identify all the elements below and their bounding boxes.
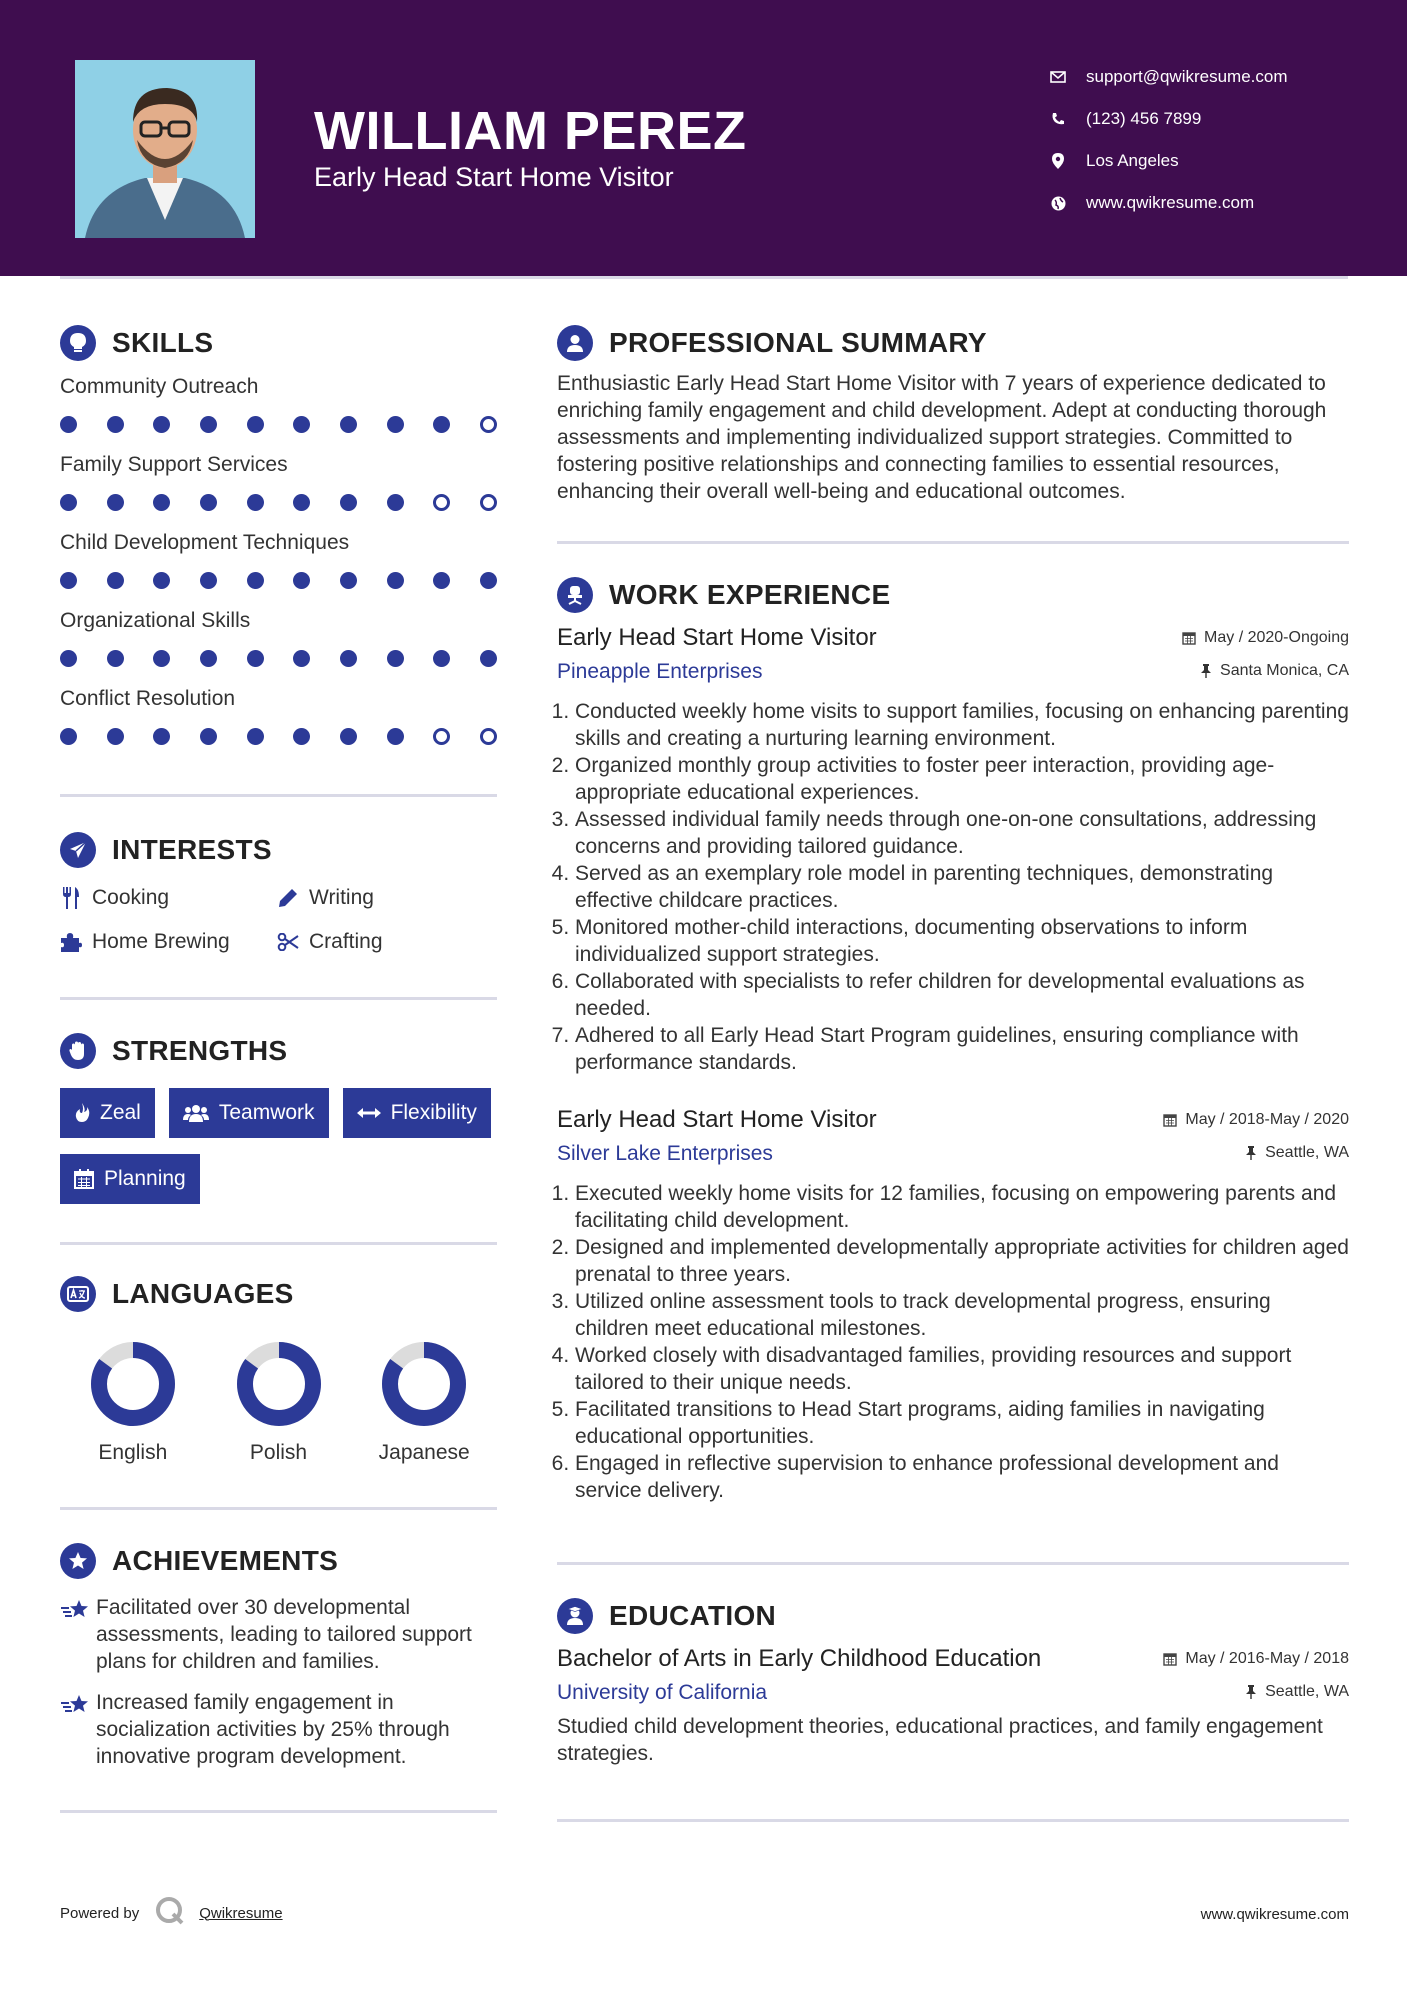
language-label: Japanese: [378, 1441, 470, 1464]
rating-dot-filled: [340, 416, 357, 433]
section-divider: [60, 997, 497, 1000]
graduate-icon: [557, 1598, 593, 1634]
office-chair-icon: [557, 577, 593, 613]
language-item: [351, 1341, 497, 1465]
rating-dot-filled: [153, 416, 170, 433]
star-badge-icon: [60, 1543, 96, 1579]
skill-rating: [60, 480, 497, 524]
strength-chip: [60, 1088, 155, 1138]
rating-dot-filled: [247, 650, 264, 667]
responsibility-item: 5. Monitored mother-child interactions, documenting observations to inform individualized support strategies.: [575, 914, 1349, 968]
company-name: Silver Lake Enterprises: [557, 1142, 773, 1165]
rating-dot-filled: [60, 650, 77, 667]
responsibility-item: 5. Facilitated transitions to Head Start programs, aiding families in navigating educational opportunities.: [575, 1396, 1349, 1450]
users-icon: [183, 1104, 209, 1122]
responsibility-item: 7. Adhered to all Early Head Start Program guidelines, ensuring compliance with performance standards.: [575, 1022, 1349, 1076]
skill-item: [60, 372, 497, 446]
skill-rating: [60, 636, 497, 680]
rating-dot-filled: [60, 416, 77, 433]
job-header: [557, 1106, 1349, 1134]
rating-dot-filled: [153, 572, 170, 589]
responsibility-item: 4. Served as an exemplary role model in parenting techniques, demonstrating effective childcare practices.: [575, 860, 1349, 914]
responsibility-item: 3. Utilized online assessment tools to track developmental progress, ensuring children meet educational milestones.: [575, 1288, 1349, 1342]
education-location: [1245, 1683, 1349, 1701]
language-item: [60, 1341, 206, 1465]
rating-dot-filled: [247, 416, 264, 433]
strength-label: Planning: [104, 1167, 186, 1190]
rating-dot-filled: [433, 416, 450, 433]
skill-rating: [60, 558, 497, 602]
contact-email-text: support@qwikresume.com: [1086, 67, 1288, 86]
skill-item: [60, 450, 497, 524]
brand-link[interactable]: Qwikresume: [199, 1904, 283, 1922]
rating-dot-filled: [340, 572, 357, 589]
rating-dot-filled: [60, 494, 77, 511]
skill-item: [60, 528, 497, 602]
strength-label: Flexibility: [390, 1101, 477, 1124]
contact-website-text: www.qwikresume.com: [1086, 193, 1255, 212]
globe-icon: [1048, 193, 1068, 213]
rating-dot-filled: [247, 494, 264, 511]
skill-name: Conflict Resolution: [60, 687, 236, 710]
phone-icon: [1048, 109, 1068, 129]
job-header: [557, 624, 1349, 652]
summary-title: PROFESSIONAL SUMMARY: [609, 327, 987, 358]
job-location: [1245, 1144, 1349, 1162]
skill-item: [60, 606, 497, 680]
powered-by-label: Powered by: [60, 1904, 140, 1922]
strength-chip: [60, 1154, 200, 1204]
section-divider: [557, 541, 1349, 544]
section-divider: [60, 794, 497, 797]
rating-dot-filled: [60, 572, 77, 589]
rating-dot-filled: [340, 650, 357, 667]
education-dates-text: May / 2016-May / 2018: [1185, 1650, 1349, 1667]
section-divider: [60, 1810, 497, 1813]
rating-dot-filled: [200, 572, 217, 589]
rating-dot-empty: [433, 728, 450, 745]
header-divider: [60, 276, 1348, 279]
responsibility-item: 2. Designed and implemented developmentally appropriate activities for children aged prenatal to three years.: [575, 1234, 1349, 1288]
pencil-icon: [277, 888, 299, 908]
rating-dot-filled: [340, 494, 357, 511]
language-label: English: [98, 1441, 168, 1464]
rating-dot-filled: [293, 650, 310, 667]
job-dates: [1163, 1111, 1349, 1129]
responsibility-item: 4. Worked closely with disadvantaged families, providing resources and support tailored to their unique needs.: [575, 1342, 1349, 1396]
puzzle-icon: [60, 932, 82, 952]
education-subheader: [557, 1681, 1349, 1705]
contact-location-text: Los Angeles: [1086, 151, 1179, 170]
contact-list: [1048, 56, 1378, 224]
interest-item: [60, 925, 277, 959]
education-dates: [1163, 1650, 1349, 1668]
candidate-name: WILLIAM PEREZ: [314, 101, 747, 161]
contact-phone[interactable]: [1048, 98, 1378, 140]
strength-chip: [169, 1088, 329, 1138]
section-divider: [557, 1819, 1349, 1822]
rating-dot-filled: [153, 494, 170, 511]
language-proficiency-ring: [236, 1341, 322, 1427]
achievement-text: Facilitated over 30 developmental assessments, leading to tailored support plans for children and families.: [96, 1596, 472, 1673]
rating-dot-filled: [433, 650, 450, 667]
rating-dot-filled: [200, 494, 217, 511]
rating-dot-filled: [387, 650, 404, 667]
strength-label: Zeal: [100, 1101, 141, 1124]
rating-dot-filled: [107, 416, 124, 433]
job-location-text: Seattle, WA: [1265, 1144, 1349, 1161]
rating-dot-filled: [107, 650, 124, 667]
skill-item: [60, 684, 497, 758]
fire-icon: [74, 1103, 90, 1123]
rating-dot-filled: [200, 416, 217, 433]
rating-dot-filled: [107, 728, 124, 745]
rating-dot-filled: [387, 416, 404, 433]
languages-title: LANGUAGES: [112, 1278, 294, 1309]
contact-location: [1048, 140, 1378, 182]
calendar-icon: [1163, 1652, 1177, 1666]
rating-dot-filled: [247, 728, 264, 745]
skill-name: Child Development Techniques: [60, 531, 350, 554]
shooting-star-icon: [60, 1689, 96, 1770]
rating-dot-filled: [387, 494, 404, 511]
profile-photo: [75, 60, 255, 238]
language-icon: [60, 1276, 96, 1312]
company-name: Pineapple Enterprises: [557, 660, 763, 683]
job-responsibilities: [557, 698, 1349, 1076]
language-item: [206, 1341, 352, 1465]
skill-rating: [60, 402, 497, 446]
summary-text: Enthusiastic Early Head Start Home Visitor with 7 years of experience dedicated to enriching family engagement and child development. Adept at conducting thorough assessments and implementing individualized support strategies. Committed to fostering positive relationships and connecting families to essential resources, enhancing their overall well-being and educational outcomes.: [557, 372, 1327, 503]
interests-list: [60, 881, 497, 959]
rating-dot-filled: [387, 728, 404, 745]
interest-item: [277, 925, 497, 959]
rating-dot-empty: [480, 416, 497, 433]
job-subheader: [557, 1142, 1349, 1166]
rating-dot-filled: [200, 650, 217, 667]
rating-dot-filled: [387, 572, 404, 589]
interest-label: Home Brewing: [92, 930, 230, 953]
job-responsibilities: [557, 1180, 1349, 1504]
lightbulb-icon: [60, 325, 96, 361]
section-divider: [60, 1507, 497, 1510]
language-proficiency-ring: [381, 1341, 467, 1427]
rating-dot-filled: [293, 728, 310, 745]
calendar-icon: [74, 1169, 94, 1189]
rating-dot-filled: [247, 572, 264, 589]
skills-title: SKILLS: [112, 327, 214, 358]
education-header-row: [557, 1645, 1349, 1673]
experience-title: WORK EXPERIENCE: [609, 579, 891, 610]
strengths-list: [60, 1088, 497, 1204]
rating-dot-empty: [433, 494, 450, 511]
pushpin-icon: [1245, 1685, 1257, 1699]
achievements-list: [60, 1594, 497, 1770]
calendar-icon: [1182, 631, 1196, 645]
rating-dot-filled: [107, 494, 124, 511]
skill-name: Community Outreach: [60, 375, 259, 398]
rating-dot-filled: [293, 494, 310, 511]
language-proficiency-ring: [90, 1341, 176, 1427]
skill-name: Family Support Services: [60, 453, 288, 476]
rating-dot-filled: [107, 572, 124, 589]
rating-dot-filled: [153, 650, 170, 667]
calendar-icon: [1163, 1113, 1177, 1127]
interest-item: [277, 881, 497, 915]
interests-header: [60, 825, 497, 875]
school-name: University of California: [557, 1681, 768, 1704]
strength-label: Teamwork: [218, 1101, 315, 1124]
languages-list: [60, 1341, 497, 1465]
paper-plane-icon: [60, 832, 96, 868]
strength-chip: [343, 1088, 491, 1138]
responsibility-item: 6. Collaborated with specialists to refer children for developmental evaluations as needed.: [575, 968, 1349, 1022]
pushpin-icon: [1200, 664, 1212, 678]
rating-dot-filled: [293, 416, 310, 433]
languages-header: [60, 1269, 497, 1319]
envelope-icon: [1048, 67, 1068, 87]
job-location-text: Santa Monica, CA: [1220, 662, 1349, 679]
job-dates: [1182, 629, 1349, 647]
rating-dot-filled: [200, 728, 217, 745]
responsibility-item: 3. Assessed individual family needs through one-on-one consultations, addressing concerns and providing tailored guidance.: [575, 806, 1349, 860]
education-header: [557, 1591, 1349, 1641]
job-dates-text: May / 2018-May / 2020: [1185, 1111, 1349, 1128]
left-column: [60, 318, 497, 1813]
contact-email[interactable]: [1048, 56, 1378, 98]
rating-dot-filled: [60, 728, 77, 745]
experience-header: [557, 570, 1349, 620]
achievements-title: ACHIEVEMENTS: [112, 1545, 339, 1576]
responsibility-item: 1. Conducted weekly home visits to support families, focusing on enhancing parenting skills and creating a nurturing learning environment.: [575, 698, 1349, 752]
header: [0, 0, 1407, 276]
scissors-icon: [277, 933, 299, 951]
job-title: Early Head Start Home Visitor: [557, 1106, 877, 1133]
education-description: Studied child development theories, educational practices, and family engagement strategies.: [557, 1715, 1323, 1765]
rating-dot-filled: [153, 728, 170, 745]
responsibility-item: 6. Engaged in reflective supervision to enhance professional development and service delivery.: [575, 1450, 1349, 1504]
interest-item: [60, 881, 277, 915]
arrows-horizontal-icon: [357, 1107, 381, 1119]
rating-dot-filled: [480, 572, 497, 589]
education-location-text: Seattle, WA: [1265, 1683, 1349, 1700]
achievement-text: Increased family engagement in socialization activities by 25% through innovative program development.: [96, 1691, 450, 1768]
map-pin-icon: [1048, 151, 1068, 171]
education-entry: [557, 1645, 1349, 1767]
raised-hand-icon: [60, 1033, 96, 1069]
degree-name: Bachelor of Arts in Early Childhood Education: [557, 1645, 1042, 1672]
section-divider: [60, 1242, 497, 1245]
job-location: [1200, 662, 1349, 680]
rating-dot-empty: [480, 494, 497, 511]
job-entry: [557, 1106, 1349, 1504]
skills-header: [60, 318, 497, 368]
skills-list: [60, 372, 497, 758]
contact-website[interactable]: [1048, 182, 1378, 224]
responsibility-item: 2. Organized monthly group activities to foster peer interaction, providing age-appropriate educational experiences.: [575, 752, 1349, 806]
interest-label: Cooking: [92, 886, 170, 909]
achievements-header: [60, 1536, 497, 1586]
qwikresume-logo-icon: [155, 1896, 185, 1930]
strengths-title: STRENGTHS: [112, 1035, 288, 1066]
responsibility-item: 1. Executed weekly home visits for 12 families, focusing on empowering parents and facilitating child development.: [575, 1180, 1349, 1234]
skill-rating: [60, 714, 497, 758]
rating-dot-filled: [480, 650, 497, 667]
job-title: Early Head Start Home Visitor: [557, 624, 877, 651]
interests-title: INTERESTS: [112, 834, 272, 865]
candidate-title: Early Head Start Home Visitor: [314, 162, 674, 192]
education-title: EDUCATION: [609, 1600, 777, 1631]
right-column: [557, 318, 1349, 1822]
skill-name: Organizational Skills: [60, 609, 251, 632]
job-entry: [557, 624, 1349, 1076]
user-icon: [557, 325, 593, 361]
interest-label: Crafting: [309, 930, 383, 953]
contact-phone-text: (123) 456 7899: [1086, 109, 1202, 128]
job-dates-text: May / 2020-Ongoing: [1204, 629, 1349, 646]
achievement-item: [60, 1689, 497, 1770]
utensils-icon: [60, 887, 82, 909]
achievement-item: [60, 1594, 497, 1675]
footer-url[interactable]: www.qwikresume.com: [1200, 1906, 1349, 1923]
section-divider: [557, 1562, 1349, 1565]
job-subheader: [557, 660, 1349, 684]
strengths-header: [60, 1026, 497, 1076]
language-label: Polish: [249, 1441, 308, 1464]
pushpin-icon: [1245, 1146, 1257, 1160]
rating-dot-filled: [433, 572, 450, 589]
interest-label: Writing: [309, 886, 374, 909]
rating-dot-filled: [293, 572, 310, 589]
rating-dot-empty: [480, 728, 497, 745]
shooting-star-icon: [60, 1594, 96, 1675]
footer-powered-by: [60, 1896, 283, 1930]
rating-dot-filled: [340, 728, 357, 745]
summary-header: [557, 318, 1349, 368]
